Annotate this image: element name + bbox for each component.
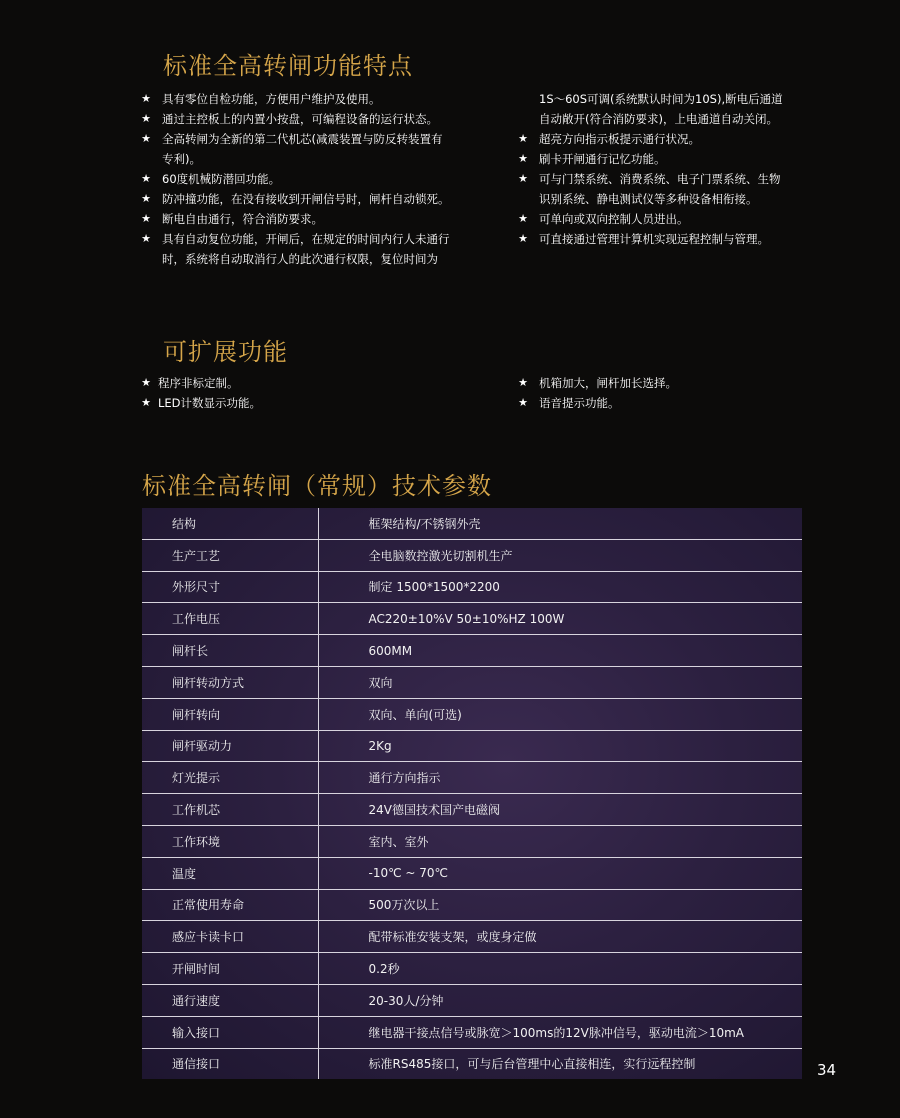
list-item-text: 1S～60S可调(系统默认时间为10S),断电后通道 [539, 92, 783, 106]
specs-table [142, 508, 802, 1079]
list-item-text: 识别系统、静电测试仪等多种设备相衔接。 [539, 192, 758, 206]
star-icon: ★ [518, 376, 528, 389]
list-item [138, 373, 468, 393]
star-icon: ★ [141, 112, 151, 125]
table-row [142, 635, 802, 667]
list-item-text: 超亮方向指示板提示通行状况。 [539, 132, 700, 146]
spec-name: 灯光提示 [142, 762, 318, 794]
table-row [142, 984, 802, 1016]
list-item [138, 189, 488, 209]
table-row [142, 730, 802, 762]
spec-name: 外形尺寸 [142, 571, 318, 603]
list-item [515, 89, 815, 109]
star-icon: ★ [518, 172, 528, 185]
star-icon: ★ [518, 152, 528, 165]
list-item-text: 防冲撞功能，在没有接收到开闸信号时，闸杆自动锁死。 [162, 192, 450, 206]
star-icon: ★ [518, 212, 528, 225]
list-item-text: 可单向或双向控制人员进出。 [539, 212, 689, 226]
spec-name: 工作机芯 [142, 794, 318, 826]
star-icon: ★ [141, 212, 151, 225]
list-item-text: 60度机械防潜回功能。 [162, 172, 281, 186]
star-icon: ★ [141, 376, 151, 389]
table-row [142, 762, 802, 794]
spec-value: 双向、单向(可选) [318, 698, 802, 730]
star-icon: ★ [141, 232, 151, 245]
table-row [142, 508, 802, 539]
list-item [515, 129, 815, 149]
list-item [515, 149, 815, 169]
table-row [142, 889, 802, 921]
spec-value: 500万次以上 [318, 889, 802, 921]
spec-value: 双向 [318, 666, 802, 698]
list-item [515, 373, 815, 393]
star-icon: ★ [141, 92, 151, 105]
star-icon: ★ [518, 396, 528, 409]
spec-name: 生产工艺 [142, 539, 318, 571]
extensions-list-right [515, 373, 815, 413]
spec-name: 输入接口 [142, 1016, 318, 1048]
spec-value: 2Kg [318, 730, 802, 762]
spec-name: 感应卡读卡口 [142, 921, 318, 953]
spec-name: 闸杆转向 [142, 698, 318, 730]
specs-title: 标准全高转闸（常规）技术参数 [142, 472, 492, 500]
list-item-text: 可直接通过管理计算机实现远程控制与管理。 [539, 232, 769, 246]
table-row [142, 825, 802, 857]
list-item-text: 语音提示功能。 [539, 396, 620, 410]
spec-value: 标准RS485接口，可与后台管理中心直接相连，实行远程控制 [368, 1057, 696, 1072]
list-item [515, 229, 815, 249]
spec-value: 20-30人/分钟 [318, 984, 802, 1016]
list-item [138, 129, 488, 149]
table-row [142, 794, 802, 826]
table-row [142, 857, 802, 889]
list-item [138, 249, 488, 269]
table-row [142, 603, 802, 635]
list-item [515, 169, 815, 189]
spec-value: 24V德国技术国产电磁阀 [318, 794, 802, 826]
spec-value: 框架结构/不锈钢外壳 [318, 508, 802, 539]
table-row [142, 666, 802, 698]
star-icon: ★ [141, 192, 151, 205]
table-row [142, 1048, 802, 1079]
spec-value: 600MM [318, 635, 802, 667]
list-item-text: 全高转闸为全新的第二代机芯(减震装置与防反转装置有 [162, 132, 443, 146]
spec-name: 工作电压 [142, 603, 318, 635]
spec-name: 通行速度 [142, 984, 318, 1016]
spec-value: 室内、室外 [318, 825, 802, 857]
list-item [138, 169, 488, 189]
spec-name: 通信接口 [142, 1048, 318, 1079]
spec-value: 制定 1500*1500*2200 [318, 571, 802, 603]
spec-name: 工作环境 [142, 825, 318, 857]
list-item-text: 刷卡开闸通行记忆功能。 [539, 152, 666, 166]
list-item-text: 程序非标定制。 [158, 376, 239, 390]
list-item [138, 89, 488, 109]
list-item-text: 自动敞开(符合消防要求)，上电通道自动关闭。 [539, 112, 778, 126]
star-icon: ★ [141, 396, 151, 409]
spec-value: 继电器干接点信号或脉宽＞100ms的12V脉冲信号，驱动电流＞10mA [318, 1016, 802, 1048]
list-item [515, 209, 815, 229]
spec-value: 配带标准安装支架，或度身定做 [318, 921, 802, 953]
star-icon: ★ [141, 172, 151, 185]
list-item [515, 189, 815, 209]
list-item-text: 时，系统将自动取消行人的此次通行权限，复位时间为 [162, 252, 438, 266]
spec-name: 结构 [142, 508, 318, 539]
list-item [138, 229, 488, 249]
table-row [142, 953, 802, 985]
spec-name: 开闸时间 [142, 953, 318, 985]
table-row [142, 539, 802, 571]
table-row [142, 698, 802, 730]
extensions-title: 可扩展功能 [163, 338, 288, 366]
page-number: 34 [817, 1061, 837, 1079]
list-item [138, 393, 468, 413]
spec-value: 全电脑数控激光切割机生产 [318, 539, 802, 571]
spec-value: 通行方向指示 [318, 762, 802, 794]
list-item-text: LED计数显示功能。 [158, 396, 262, 410]
list-item [138, 149, 488, 169]
spec-name: 闸杆转动方式 [142, 666, 318, 698]
list-item-text: 可与门禁系统、消费系统、电子门票系统、生物 [539, 172, 781, 186]
table-row [142, 571, 802, 603]
table-row [142, 921, 802, 953]
list-item [515, 109, 815, 129]
list-item-text: 机箱加大，闸杆加长选择。 [539, 376, 677, 390]
list-item [138, 109, 488, 129]
spec-name: 闸杆长 [142, 635, 318, 667]
spec-name: 温度 [142, 857, 318, 889]
spec-name: 正常使用寿命 [142, 889, 318, 921]
list-item-text: 具有自动复位功能，开闸后，在规定的时间内行人未通行 [162, 232, 450, 246]
features-title: 标准全高转闸功能特点 [163, 52, 413, 80]
spec-value: AC220±10%V 50±10%HZ 100W [318, 603, 802, 635]
list-item-text: 通过主控板上的内置小按盘，可编程设备的运行状态。 [162, 112, 438, 126]
spec-value: -10℃ ~ 70℃ [318, 857, 802, 889]
star-icon: ★ [141, 132, 151, 145]
list-item [138, 209, 488, 229]
features-list-right [515, 89, 815, 249]
star-icon: ★ [518, 232, 528, 245]
features-list-left [138, 89, 488, 269]
extensions-list-left [138, 373, 468, 413]
table-row [142, 1016, 802, 1048]
star-icon: ★ [518, 132, 528, 145]
spec-value: 0.2秒 [318, 953, 802, 985]
list-item-text: 专利)。 [162, 152, 201, 166]
list-item [515, 393, 815, 413]
spec-name: 闸杆驱动力 [142, 730, 318, 762]
list-item-text: 具有零位自检功能，方便用户维护及使用。 [162, 92, 381, 106]
list-item-text: 断电自由通行，符合消防要求。 [162, 212, 323, 226]
